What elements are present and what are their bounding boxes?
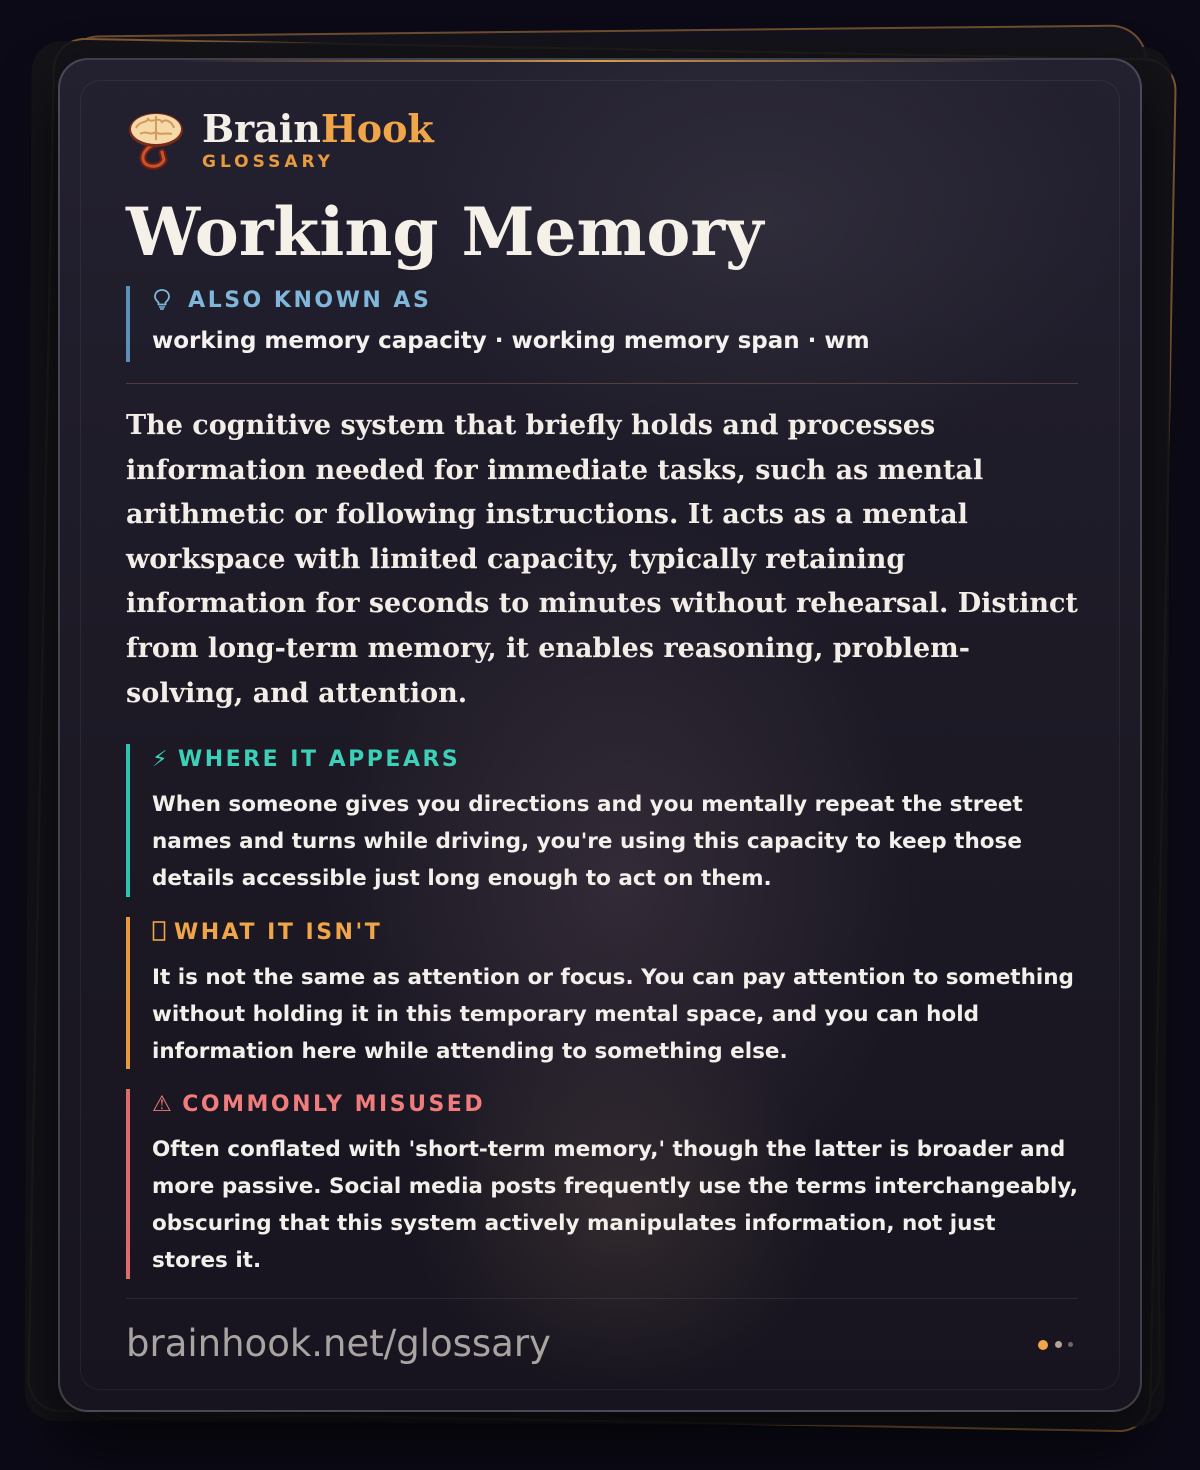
pagination-dots (1038, 1338, 1078, 1350)
where-it-appears-section (126, 744, 1078, 897)
divider (126, 383, 1078, 384)
pagination-dot[interactable] (1068, 1342, 1073, 1347)
also-known-as-block (126, 286, 1082, 362)
what-it-isnt-heading (152, 917, 1078, 949)
also-known-as-label: ALSO KNOWN AS (188, 288, 432, 313)
brand-name-part-1: Brain (202, 106, 321, 151)
glossary-card (58, 58, 1142, 1412)
footer-url-link[interactable]: brainhook.net/glossary (126, 1322, 551, 1365)
what-it-isnt-label: WHAT IT ISN'T (174, 920, 383, 945)
also-known-as-heading (152, 288, 431, 313)
where-it-appears-label: WHERE IT APPEARS (177, 747, 461, 772)
pagination-dot[interactable] (1055, 1341, 1062, 1348)
commonly-misused-text: Often conflated with 'short-term memory,' though the latter is broader and more passive. Social media posts frequently use the terms interchangeably, obscuring that this system actively manipulates information, not just stores it. (152, 1137, 1078, 1273)
brand-name-part-2: Hook (320, 106, 434, 151)
brand-subtitle: GLOSSARY (202, 152, 334, 172)
brain-hook-logo-icon (126, 110, 186, 170)
commonly-misused-section (126, 1089, 1078, 1279)
brand-header (126, 104, 726, 174)
warning-icon: ⚠ (152, 1092, 175, 1117)
term-title: Working Memory (126, 193, 764, 271)
commonly-misused-heading (152, 1089, 1078, 1121)
pagination-dot-active[interactable] (1038, 1340, 1048, 1350)
commonly-misused-label: COMMONLY MISUSED (182, 1092, 486, 1117)
missing-glyph-icon (152, 920, 166, 942)
where-it-appears-heading (152, 744, 1078, 776)
lightbulb-icon (152, 288, 172, 310)
term-definition: The cognitive system that briefly holds and processes information needed for immediate tasks, such as mental arithmetic or following instructions. It acts as a mental workspace with limited capacity, typically retaining information for seconds to minutes without rehearsal. Distinct from long-term memory, it enables reasoning, problem-solving, and attention. (126, 410, 1078, 709)
where-it-appears-text: When someone gives you directions and you mentally repeat the street names and turns while driving, you're using this capacity to keep those details accessible just long enough to act on them. (152, 792, 1023, 891)
brand-name (202, 106, 434, 151)
lightning-icon: ⚡ (152, 747, 170, 772)
what-it-isnt-text: It is not the same as attention or focus. You can pay attention to something without holding it in this temporary mental space, and you can hold information here while attending to something else. (152, 965, 1074, 1064)
footer-divider (126, 1298, 1078, 1299)
also-known-as-values: working memory capacity · working memory span · wm (152, 328, 870, 354)
what-it-isnt-section (126, 917, 1078, 1069)
